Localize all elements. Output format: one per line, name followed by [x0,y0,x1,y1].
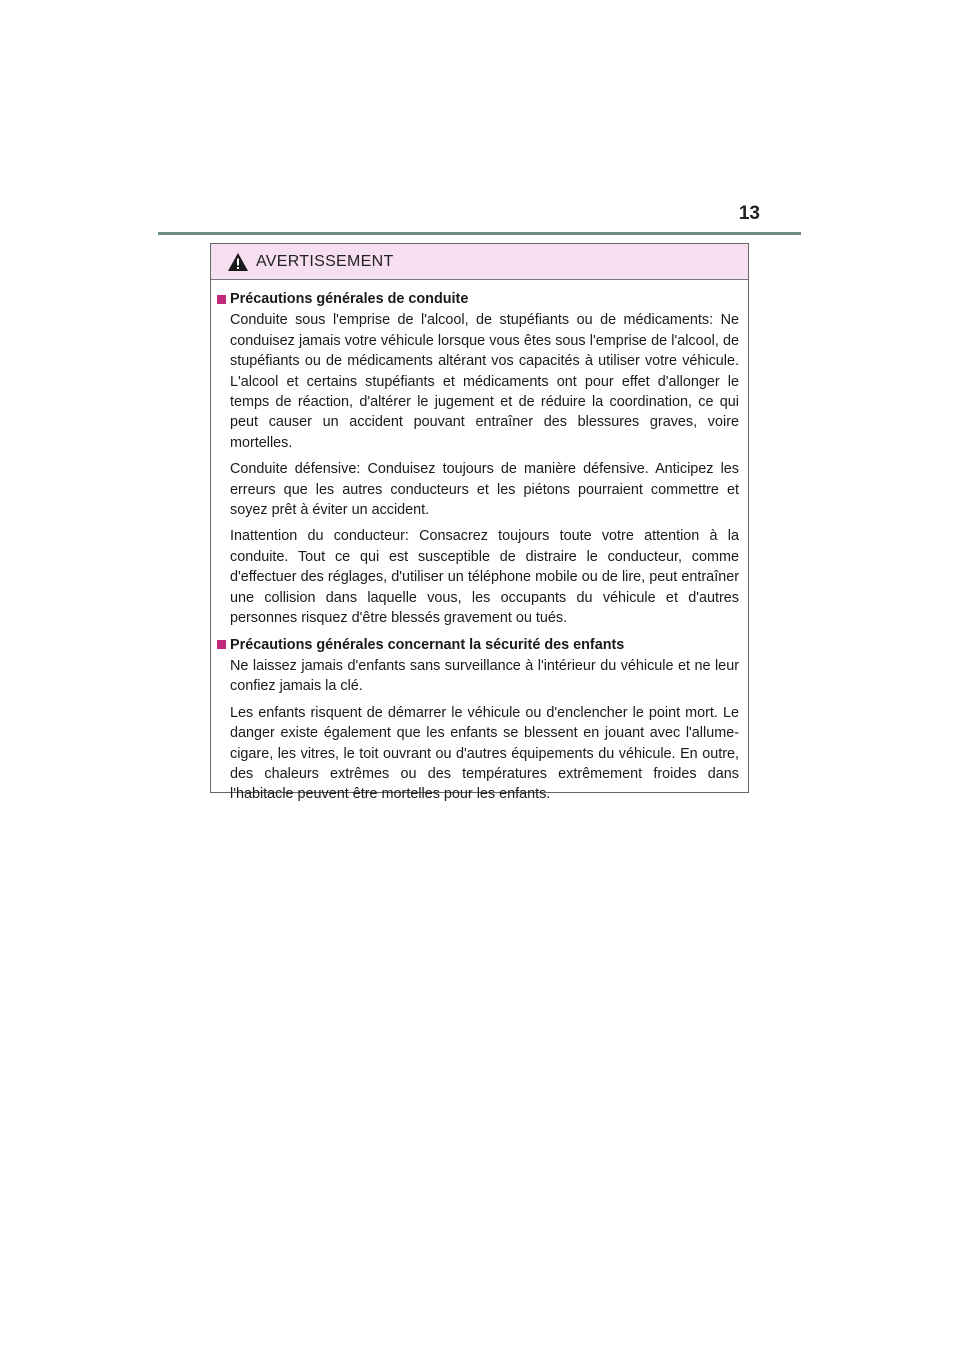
paragraph: Conduite défensive: Conduisez toujours de manière défensive. Anticipez les erreurs que les autres conducteurs et les piétons pourraient commettre et soyez prêt à éviter un accident. [230,461,739,519]
paragraph: Ne laissez jamais d'enfants sans surveillance à l'intérieur du véhicule et ne leur confiez jamais la clé. [230,657,739,695]
section-driving-precautions [217,289,739,629]
paragraph: Conduite sous l'emprise de l'alcool, de stupéfiants ou de médicaments: Ne conduisez jamais votre véhicule lorsque vous êtes sous l'emprise de l'alcool, de stupéfiants ou de médicaments altérant vos capacités à utiliser votre véhicule. L'alcool et certains stupéfiants et médicaments ont pour effet d'allonger le temps de réaction, d'altérer le jugement et de réduire la coordination, ce qui peut causer un accident pouvant entraîner des blessures graves, voire mortelles. [230,312,739,451]
square-bullet-icon [217,295,226,304]
section-heading-text: Précautions générales de conduite [230,291,469,307]
square-bullet-icon [217,640,226,649]
warning-header [211,244,748,280]
paragraph: Les enfants risquent de démarrer le véhicule ou d'enclencher le point mort. Le danger existe également que les enfants se blessent en jouant avec l'allume-cigare, les vitres, le toit ouvrant ou d'autres équipements du véhicule. En outre, des chaleurs extrêmes ou des températures extrêmement froides dans l'habitacle peuvent être mortelles pour les enfants. [230,704,739,803]
warning-box [210,243,749,803]
warning-body [211,280,748,805]
paragraph: Inattention du conducteur: Consacrez toujours toute votre attention à la conduite. Tout ce qui est susceptible de distraire le conducteur, comme d'effectuer des réglages, d'utiliser un téléphone mobile ou de lire, peut entraîner une collision dans laquelle vous, les occupants du véhicule et d'autres personnes risquez d'être blessés gravement ou tués. [230,528,739,627]
warning-triangle-icon [227,252,249,272]
section-heading [217,635,739,655]
section-heading [217,289,739,309]
header-rule [158,232,801,235]
section-heading-text: Précautions générales concernant la sécurité des enfants [230,636,625,653]
section-child-safety [217,635,739,805]
page-number: 13 [738,203,760,224]
warning-title: AVERTISSEMENT [256,252,394,270]
